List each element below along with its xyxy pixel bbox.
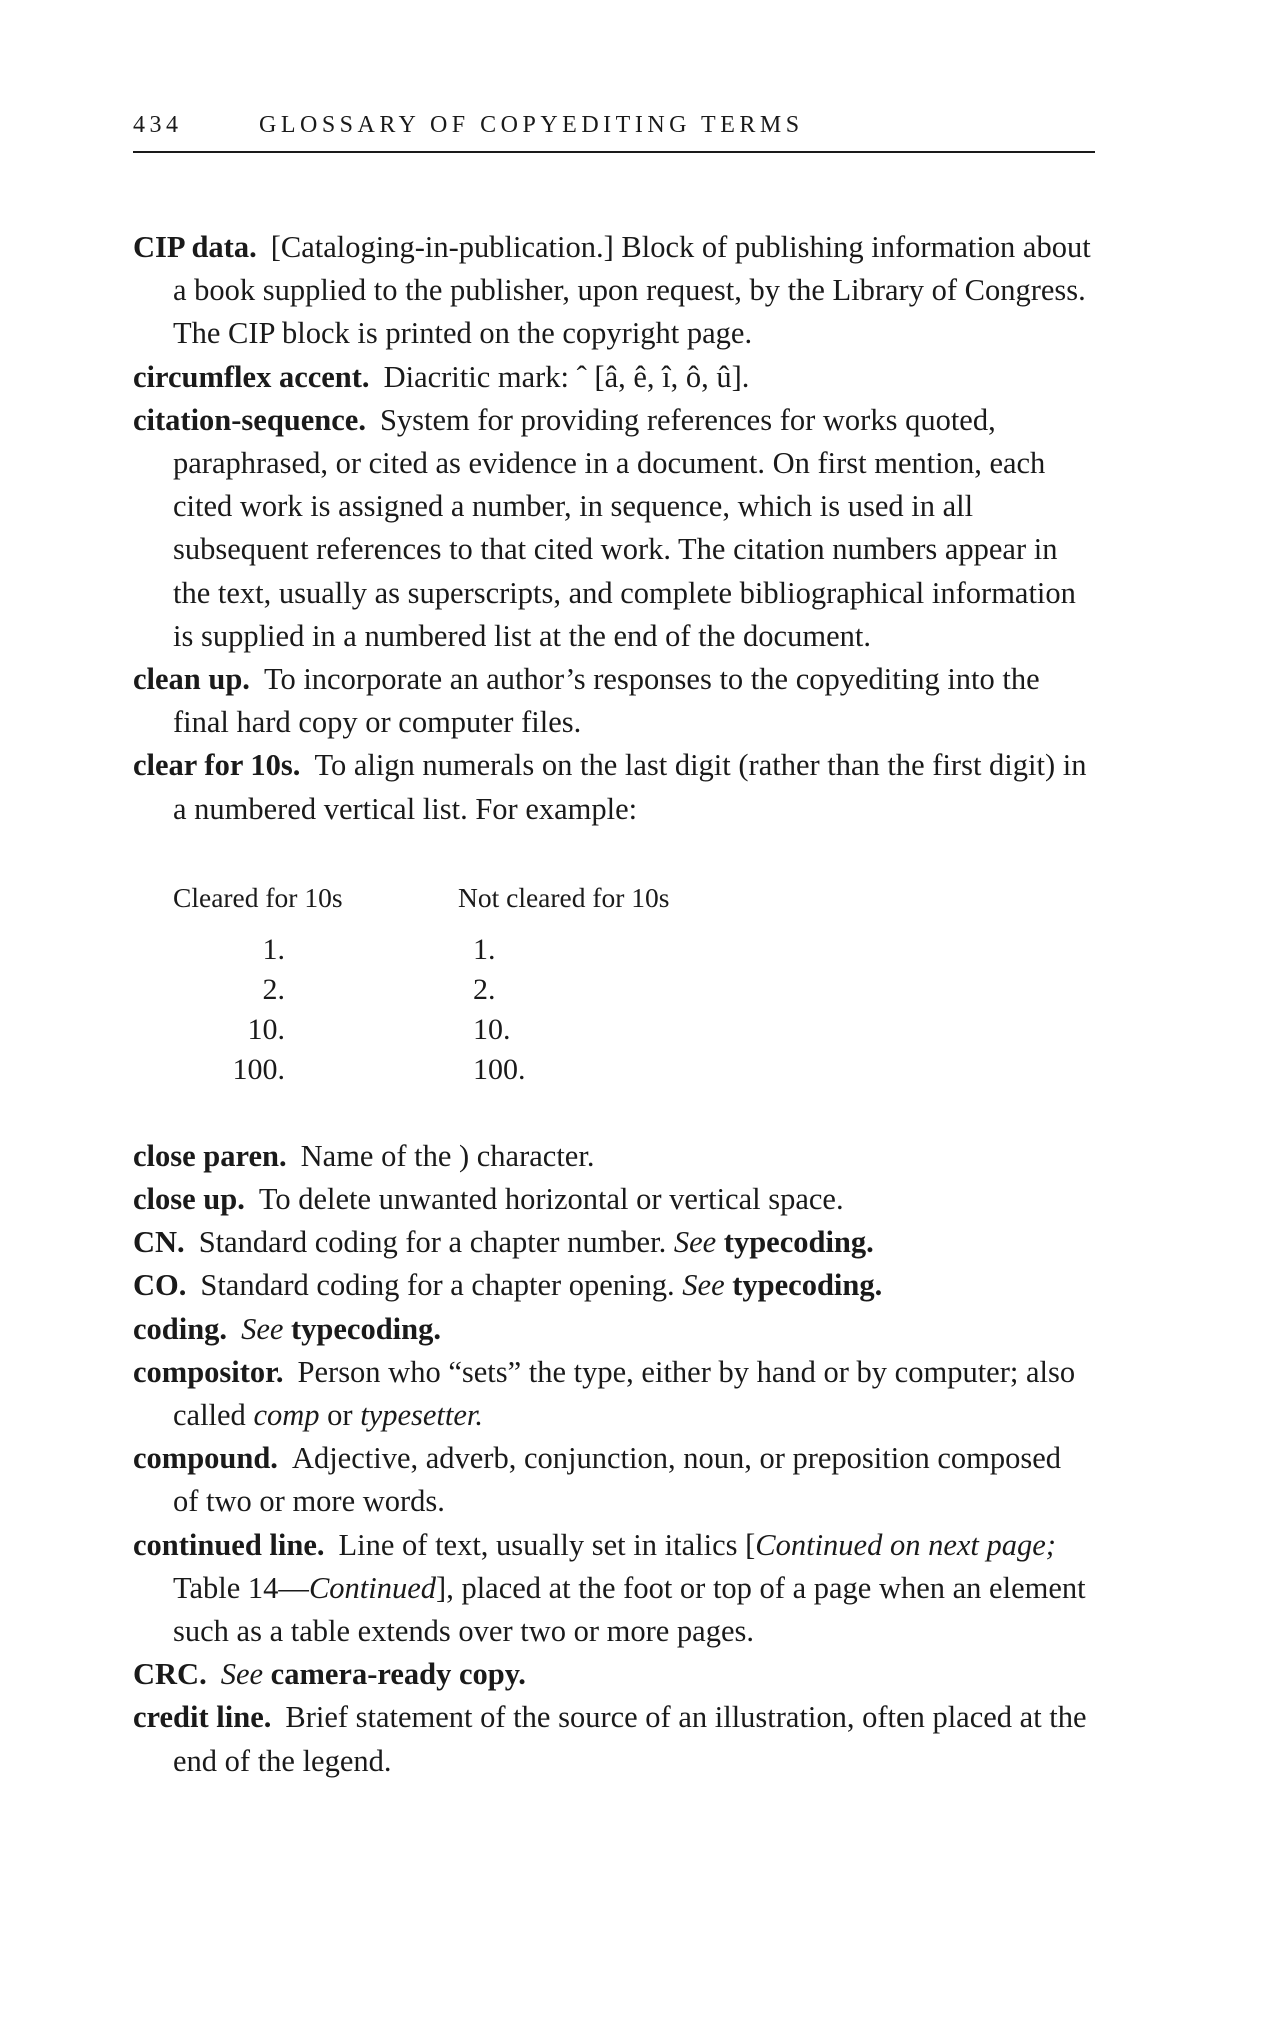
entry-definition: [Cataloging-in-publication.] Block of publishing information about a book supplied to the publisher, upon request, by the Library of Congress. The CIP block is printed on the copyright page. (173, 230, 1091, 351)
example-row (173, 970, 813, 1010)
entry-term: compositor. (133, 1354, 284, 1389)
glossary-entry (133, 1437, 1093, 1523)
glossary-entries (133, 226, 1093, 1783)
entry-definition: Name of the ) character. (300, 1138, 595, 1173)
example-row (173, 1010, 813, 1050)
glossary-entry (133, 226, 1093, 356)
entry-definition: To delete unwanted horizontal or vertical space. (258, 1182, 844, 1217)
entry-definition: To incorporate an author’s responses to the copyediting into the final hard copy or computer files. (173, 662, 1040, 740)
example-headings (173, 878, 813, 918)
glossary-entry (133, 1221, 1093, 1264)
glossary-entry (133, 658, 1093, 744)
see-label: See (682, 1268, 725, 1303)
alt-term: comp (253, 1398, 320, 1433)
entry-term: CIP data. (133, 230, 257, 264)
cross-reference: camera-ready copy. (270, 1657, 526, 1692)
not-cleared-number: 100. (473, 1052, 526, 1086)
entry-definition: ], placed at the foot or top of a page when an element such as a table extends over two or more pages. (173, 1570, 1086, 1649)
entry-term: clean up. (133, 662, 250, 697)
not-cleared-number: 2. (473, 972, 496, 1006)
entry-term: compound. (133, 1441, 278, 1476)
page-number: 434 (133, 112, 183, 138)
glossary-entry (133, 1351, 1093, 1437)
cross-reference: typecoding. (291, 1311, 441, 1346)
see-label: See (673, 1225, 717, 1260)
glossary-entry (133, 744, 1093, 830)
example-heading-not-cleared: Not cleared for 10s (458, 881, 670, 913)
entry-term: clear for 10s. (133, 748, 301, 783)
glossary-entry (133, 1178, 1093, 1221)
glossary-entry (133, 399, 1093, 658)
running-head (133, 112, 1095, 139)
glossary-entry (133, 1135, 1093, 1178)
entry-term: continued line. (133, 1527, 325, 1562)
alt-term: typesetter. (360, 1398, 483, 1433)
entry-definition: Adjective, adverb, conjunction, noun, or preposition composed of two or more words. (173, 1441, 1062, 1519)
glossary-entry (133, 1696, 1093, 1782)
not-cleared-number: 1. (473, 932, 496, 966)
cleared-number: 2. (262, 972, 285, 1006)
entry-definition: Standard coding for a chapter number. (198, 1225, 667, 1260)
entry-term: CO. (133, 1268, 187, 1303)
entry-term: CRC. (133, 1657, 207, 1692)
glossary-entry (133, 1264, 1093, 1307)
conjunction: or (327, 1398, 353, 1433)
cross-reference: typecoding. (732, 1268, 883, 1303)
entry-definition: To align numerals on the last digit (rather than the first digit) in a numbered vertical list. For example: (173, 748, 1087, 826)
glossary-entry (133, 1653, 1093, 1696)
running-title: GLOSSARY OF COPYEDITING TERMS (259, 112, 804, 138)
example-row (173, 930, 813, 970)
entry-definition: Brief statement of the source of an illustration, often placed at the end of the legend. (173, 1700, 1087, 1778)
cleared-number: 1. (262, 932, 285, 966)
entry-definition: Person who “sets” the type, either by hand or by computer; also called (173, 1354, 1076, 1433)
entry-term: close up. (133, 1182, 245, 1217)
glossary-entry (133, 1524, 1093, 1654)
cleared-number: 10. (247, 1012, 285, 1046)
entry-term: citation-sequence. (133, 402, 366, 437)
example-heading-cleared: Cleared for 10s (173, 881, 343, 913)
glossary-entry (133, 1308, 1093, 1351)
header-rule (133, 151, 1095, 153)
entry-definition: Line of text, usually set in italics [ (338, 1527, 756, 1562)
entry-term: close paren. (133, 1138, 287, 1173)
see-label: See (220, 1657, 264, 1692)
example-row (173, 1050, 813, 1090)
entry-definition: Table 14— (173, 1570, 309, 1605)
entry-term: circumflex accent. (133, 359, 370, 394)
entry-term: credit line. (133, 1700, 272, 1735)
example-list (173, 878, 813, 1090)
entry-definition: Standard coding for a chapter opening. (200, 1268, 675, 1303)
example-rows (173, 930, 813, 1090)
entry-term: CN. (133, 1225, 185, 1260)
italic-example: Continued on next page; (755, 1527, 1056, 1562)
not-cleared-number: 10. (473, 1012, 511, 1046)
entry-definition: System for providing references for works quoted, paraphrased, or cited as evidence in a document. On first mention, each cited work is assigned a number, in sequence, which is used in all subsequent references to that cited work. The citation numbers appear in the text, usually as superscripts, and complete bibliographical information is supplied in a numbered list at the end of the document. (173, 402, 1076, 653)
entry-definition: Diacritic mark: ˆ [â, ê, î, ô, û]. (383, 359, 750, 394)
italic-example: Continued (308, 1570, 437, 1605)
cleared-number: 100. (232, 1052, 285, 1086)
glossary-entry (133, 356, 1093, 399)
see-label: See (241, 1311, 284, 1346)
entry-term: coding. (133, 1311, 228, 1346)
cross-reference: typecoding. (723, 1225, 874, 1260)
